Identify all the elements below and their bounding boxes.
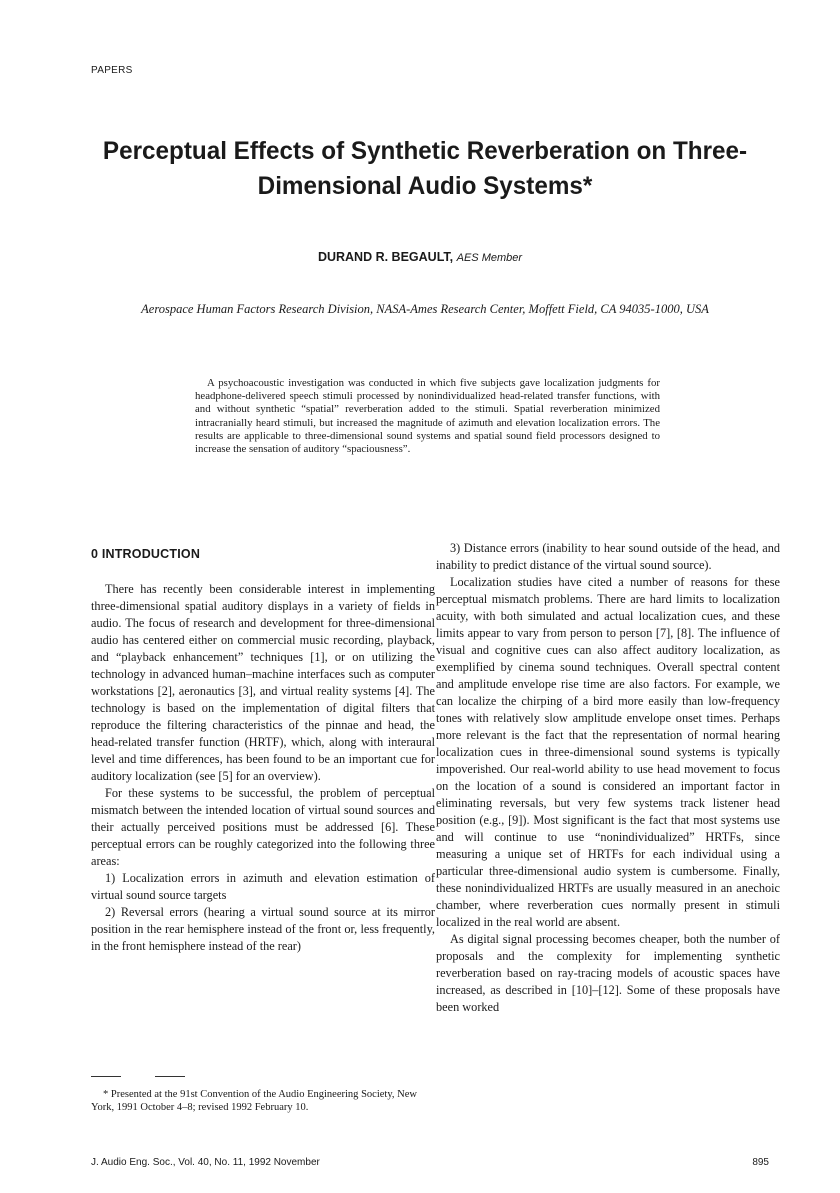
paragraph: As digital signal processing becomes cheaper, both the number of proposals and the complexity for implementing synthetic reverberation based on ray-tracing models of acoustic spaces have increased, as described in [10]–[12]. Some of these proposals have been worked <box>436 932 780 1014</box>
footnote-divider <box>91 1076 417 1084</box>
paragraph: For these systems to be successful, the problem of perceptual mismatch between the intended location of virtual sound sources and their actually perceived positions must be addressed [6]. These perceptual errors can be roughly categorized into the following three areas: <box>91 786 435 868</box>
footnote: * Presented at the 91st Convention of the Audio Engineering Society, New York, 1991 October 4–8; revised 1992 February 10. <box>91 1089 417 1113</box>
section-heading: 0 INTRODUCTION <box>91 547 201 561</box>
author-name: DURAND R. BEGAULT, <box>317 250 454 264</box>
abstract: A psychoacoustic investigation was conducted in which five subjects gave localization judgments for headphone-delivered speech stimuli processed by nonindividualized head-related transfer functions, with and without synthetic “spatial” reverberation added to the stimuli. Spatial reverberation minimized intracranially heard stimuli, but increased the magnitude of azimuth and elevation localization errors. The results are applicable to three-dimensional sound systems and spatial sound field processors designed to increase the sensation of auditory “spaciousness”. <box>195 377 660 456</box>
list-item: 1) Localization errors in azimuth and elevation estimation of virtual sound source targets <box>91 871 435 902</box>
list-item: 3) Distance errors (inability to hear sound outside of the head, and inability to predict distance of the virtual sound source). <box>436 541 780 572</box>
paragraph: There has recently been considerable interest in implementing three-dimensional spatial auditory displays in a variety of fields in audio. The focus of research and development for three-dimensional audio has centered either on commercial music recording, playback, and “playback enhancement” techniques [1], or on utilizing the technology in advanced human–machine interfaces such as computer workstations [2], aeronautics [3], and virtual reality systems [4]. The technology is based on the implementation of digital filters that reproduce the filtering characteristics of the pinnae and head, the head-related transfer function (HRTF), which, along with interaural level and time differences, has been found to be an important cue for auditory localization (see [5] for an overview). <box>91 582 435 783</box>
list-item: 2) Reversal errors (hearing a virtual sound source at its mirror position in the rear hemisphere instead of the front or, less frequently, in the front hemisphere instead of the rear) <box>91 905 435 953</box>
author-membership: AES Member <box>456 252 523 264</box>
paper-title: Perceptual Effects of Synthetic Reverberation on Three-Dimensional Audio Systems* <box>102 137 748 200</box>
right-column <box>436 540 780 1016</box>
paragraph: Localization studies have cited a number of reasons for these perceptual mismatch problems. There are hard limits to localization acuity, with both simulated and actual localization cues, and these limits appear to vary from person to person [7], [8]. The influence of visual and cognitive cues can also affect auditory localization, as exemplified by cinema sound techniques. Overall spectral content and amplitude envelope rise time are also factors. For example, we can localize the chirping of a bird more easily than low-frequency tones with relatively slow amplitude envelope onset times. Perhaps more relevant is the fact that the representation of normal hearing localization cues in three-dimensional sound systems is typically impoverished. Our real-world ability to use head movement to focus on the location of a sound is considered an important factor in eliminating reversals, but very few systems track listener head position (e.g., [9]). Most significant is the fact that most systems use and will continue to use “nonindividualized” HRTFs, since measuring a unique set of HRTFs for each individual using a particular three-dimensional audio system is cumbersome. Finally, these nonindividualized HRTFs are usually measured in an anechoic chamber, where reverberation cues normally present in stimuli localized in the real world are absent. <box>436 575 780 929</box>
footnote-area <box>91 1076 417 1114</box>
affiliation: Aerospace Human Factors Research Division, NASA-Ames Research Center, Moffett Field, CA 94035-1000, USA <box>141 302 709 316</box>
section-label: PAPERS <box>91 65 133 76</box>
author-line <box>0 250 840 264</box>
journal-citation: J. Audio Eng. Soc., Vol. 40, No. 11, 1992 November <box>91 1157 320 1168</box>
left-column <box>91 538 435 955</box>
page-number: 895 <box>752 1157 769 1168</box>
